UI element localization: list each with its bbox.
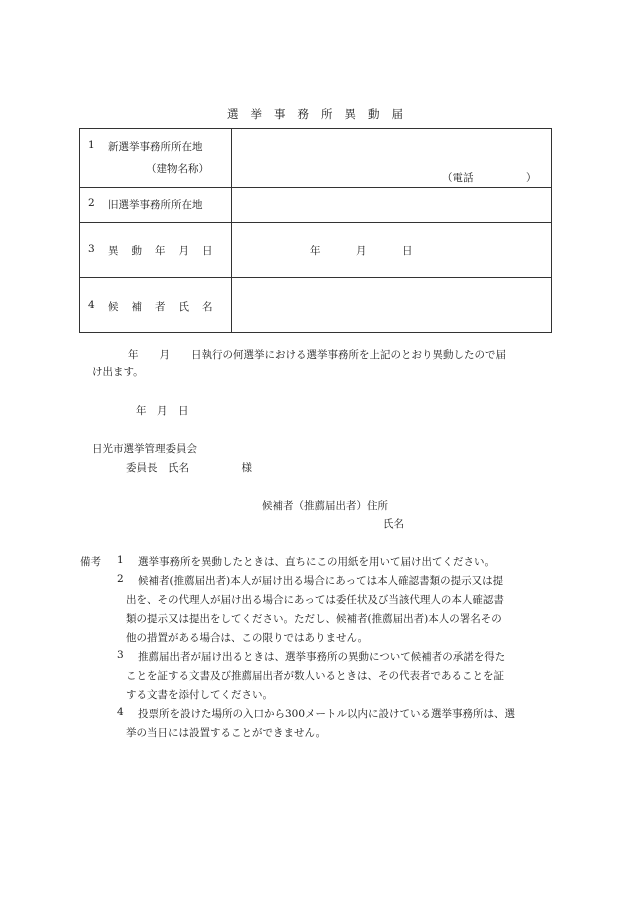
candidate-name-field[interactable] — [232, 278, 551, 332]
note-4-number: 4 — [117, 706, 124, 718]
addressee-org: 日光市選挙管理委員会 — [92, 443, 197, 455]
form-title: 選挙事務所異動届 — [227, 107, 415, 121]
statement-line-1: 年 月 日執行の何選挙における選挙事務所を上記のとおり異動したので届 — [128, 349, 506, 361]
date-year-label: 年 — [310, 245, 321, 257]
row-4-label: 候補者氏名 — [108, 301, 226, 313]
note-4-line-1: 投票所を設けた場所の入口から300メートル以内に設けている選挙事務所は、選 — [138, 708, 516, 720]
submit-date: 年 月 日 — [136, 405, 189, 417]
row-2-number: 2 — [88, 197, 95, 209]
row-1-number: 1 — [88, 139, 95, 151]
note-4-line-2: 挙の当日には設置することができません。 — [126, 727, 327, 739]
statement-line-2: け出ます。 — [92, 366, 144, 378]
notes-heading: 備考 — [80, 556, 101, 568]
note-3-number: 3 — [117, 649, 124, 661]
note-2-line-2: 出を、その代理人が届け出る場合にあっては委任状及び当該代理人の本人確認書 — [126, 594, 504, 606]
note-3-line-3: する文書を添付してください。 — [126, 689, 273, 701]
note-3-line-2: ことを証する文書及び推薦届出者が数人いるときは、その代表者であることを証 — [126, 670, 504, 682]
applicant-address-label: 候補者（推薦届出者）住所 — [262, 500, 388, 512]
phone-label: （電話 ） — [442, 172, 537, 184]
row-4-number: 4 — [88, 299, 95, 311]
note-2-line-1: 候補者(推薦届出者)本人が届け出る場合にあっては本人確認書類の提示又は提 — [138, 575, 504, 587]
date-day-label: 日 — [402, 245, 413, 257]
note-3-line-1: 推薦届出者が届け出るときは、選挙事務所の異動について候補者の承諾を得た — [138, 651, 506, 663]
note-2-line-3: 類の提示又は提出をしてください。ただし、候補者(推薦届出者)本人の署名その — [126, 613, 502, 625]
row-1-label: 新選挙事務所所在地 — [108, 141, 203, 153]
row-1-sublabel: （建物名称） — [146, 163, 209, 175]
note-2-number: 2 — [117, 573, 124, 585]
old-office-address-field[interactable] — [232, 188, 551, 222]
note-1-line-1: 選挙事務所を異動したときは、直ちにこの用紙を用いて届け出てください。 — [138, 556, 495, 568]
row-3-label: 異動年月日 — [108, 245, 226, 257]
table-row-divider — [80, 222, 551, 223]
note-1-number: 1 — [117, 554, 124, 566]
applicant-name-label: 氏名 — [383, 518, 404, 530]
office-change-table — [79, 128, 552, 333]
addressee-line: 委員長 氏名 様 — [126, 462, 252, 474]
note-2-line-4: 他の措置がある場合は、この限りではありません。 — [126, 632, 369, 644]
row-2-label: 旧選挙事務所所在地 — [108, 199, 203, 211]
row-3-number: 3 — [88, 243, 95, 255]
date-month-label: 月 — [356, 245, 367, 257]
